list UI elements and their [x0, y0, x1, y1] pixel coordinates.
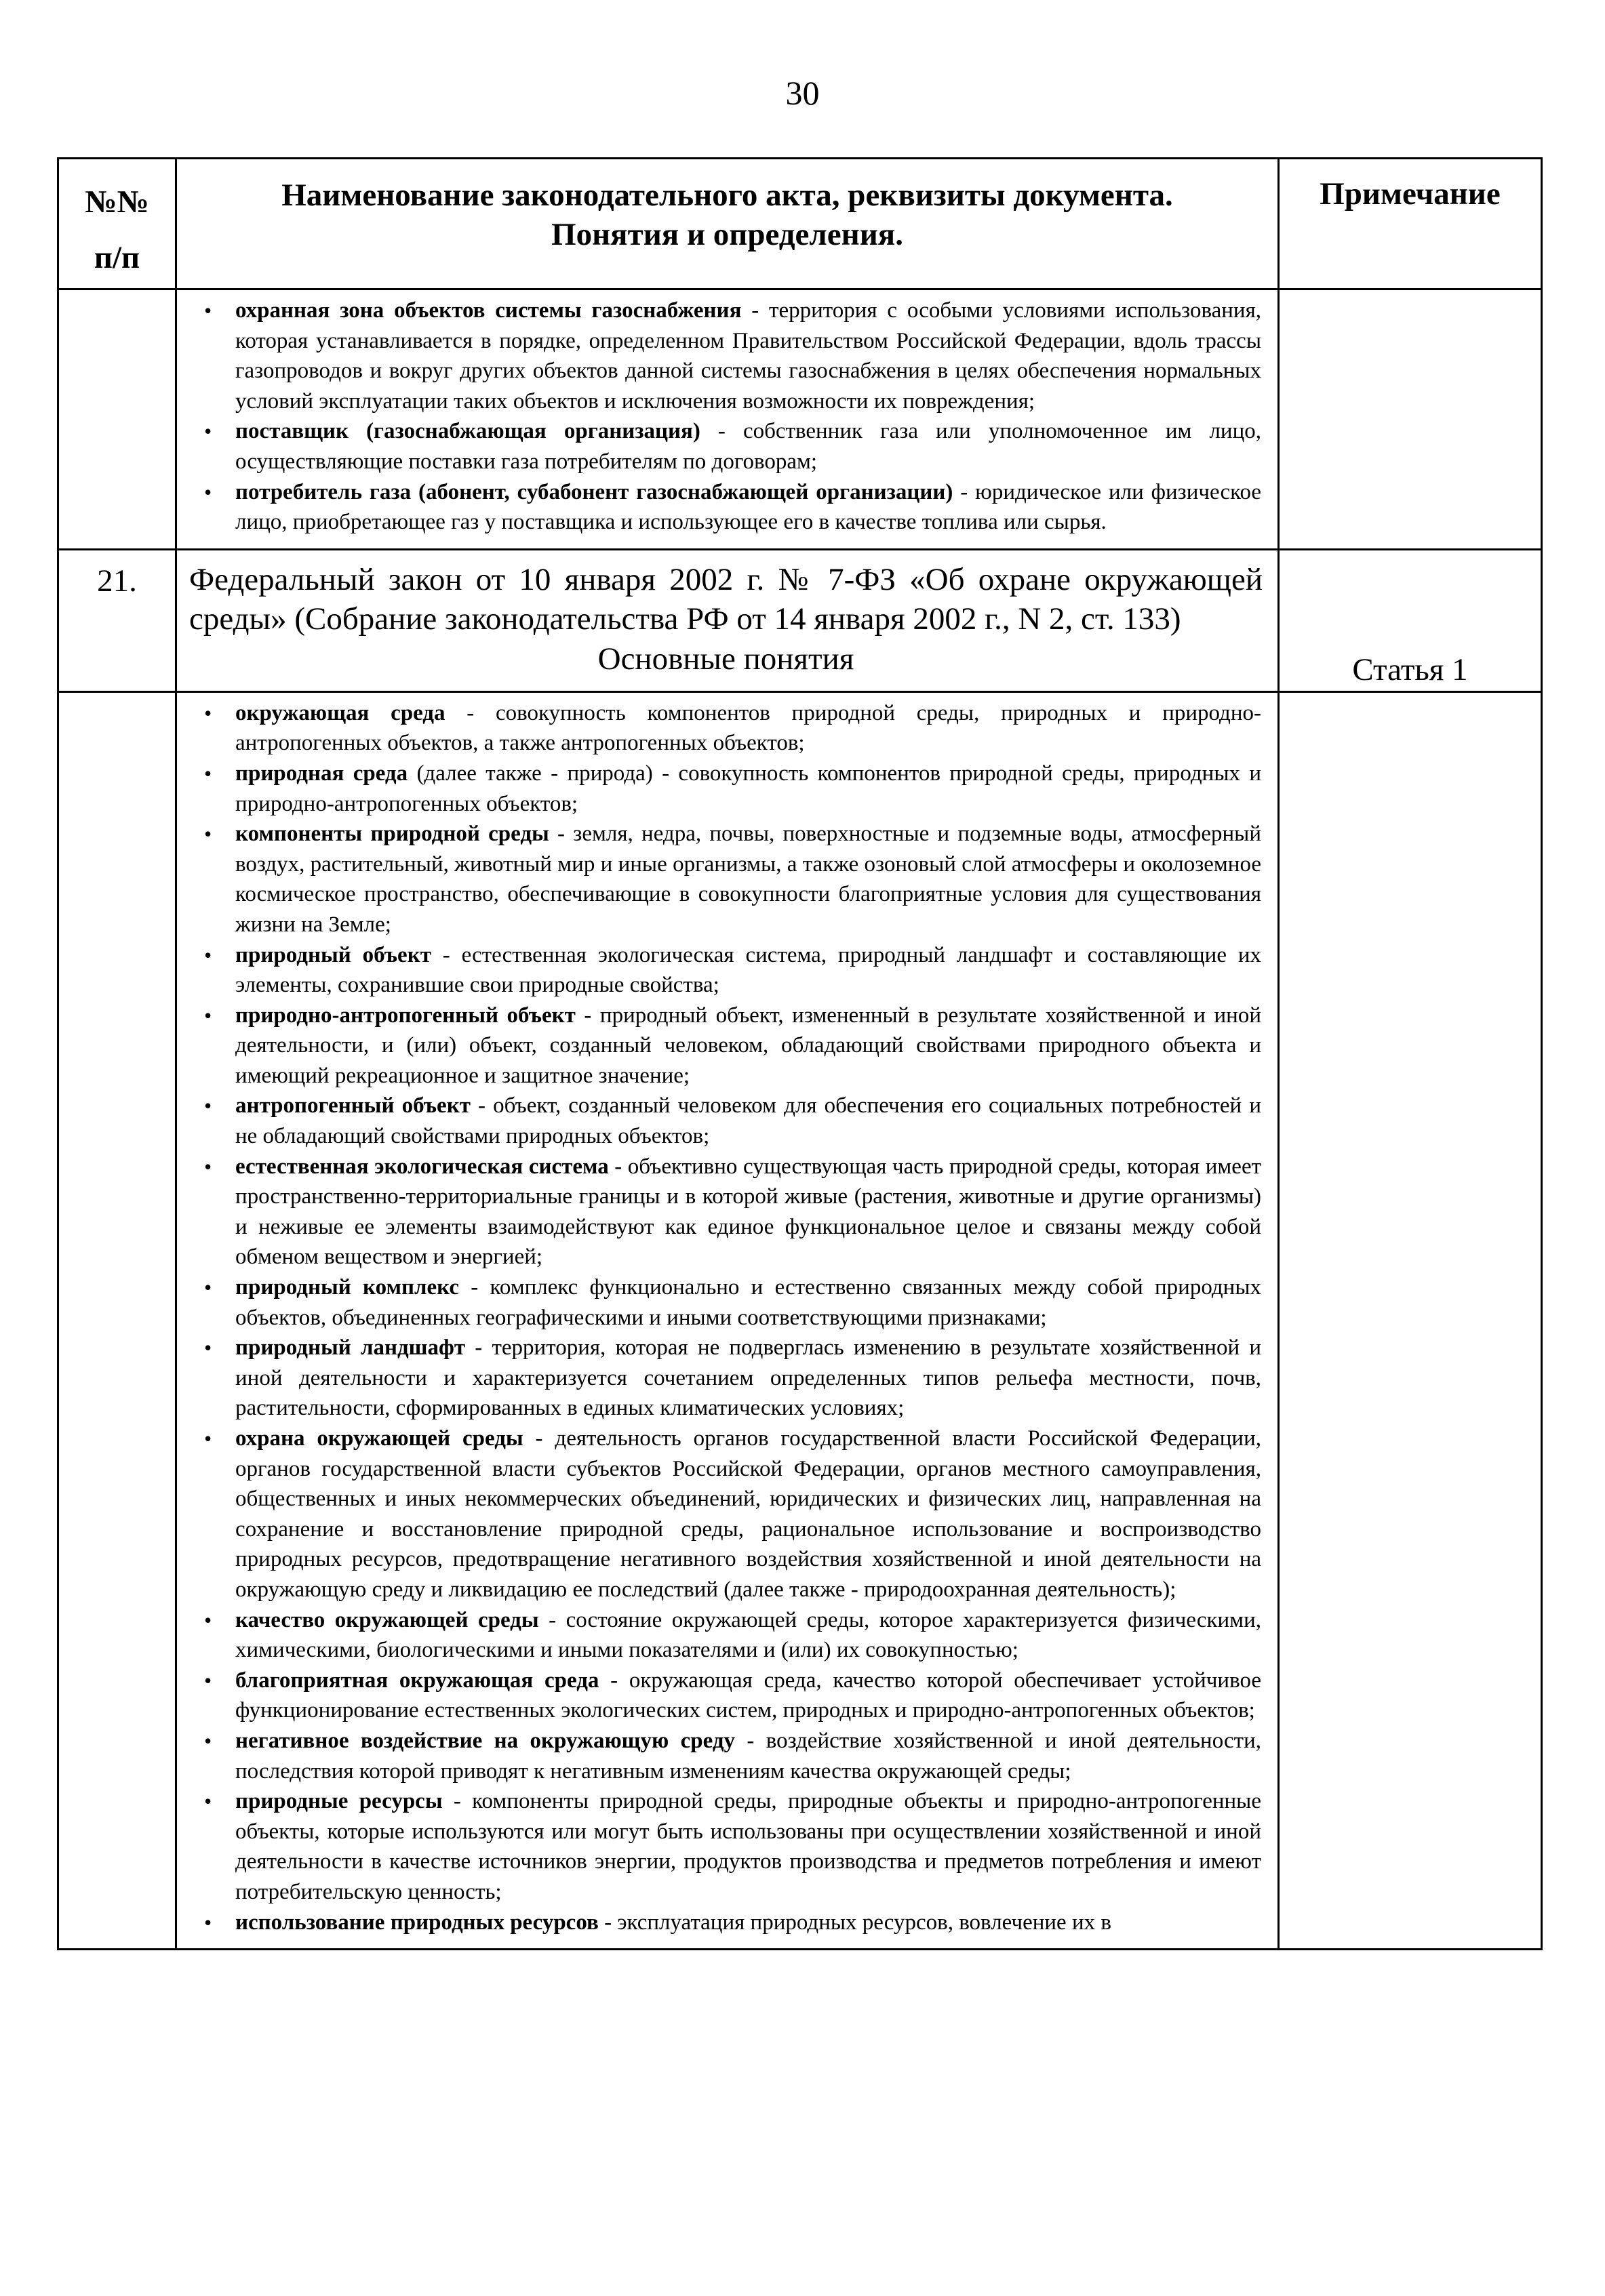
definition-item — [177, 1908, 1261, 1938]
act-title: Федеральный закон от 10 января 2002 г. № 7-ФЗ «Об охране окружающей среды» (Собрание законодательства РФ от 14 января 2002 г., N 2, ст. 133) — [189, 561, 1263, 637]
definitions-cell — [176, 289, 1279, 550]
definition-item — [177, 1001, 1261, 1091]
definition-term: качество окружающей среды — [235, 1607, 539, 1632]
definition-text: - состояние окружающей среды, которое характеризуется физическими, химическими, биологическими и иными показателями и (или) их совокупностью; — [235, 1607, 1261, 1663]
definition-term: компоненты природной среды — [235, 822, 549, 847]
header-number-line2: п/п — [94, 240, 140, 275]
row-number: 21. — [58, 549, 176, 691]
legislation-table — [57, 157, 1543, 1950]
definition-text: - комплекс функционально и естественно связанных между собой природных объектов, объединенных географическими и иными соответствующими признаками; — [235, 1275, 1262, 1330]
table-row — [58, 549, 1542, 691]
definition-text: - объект, созданный человеком для обеспечения его социальных потребностей и не обладающий свойствами природных объектов; — [235, 1093, 1261, 1149]
definition-text: (далее также - природа) - совокупность компонентов природной среды, природных и природно-антропогенных объектов; — [235, 761, 1261, 816]
header-note-cell: Примечание — [1279, 159, 1542, 289]
definition-item — [177, 296, 1261, 416]
definitions-list — [177, 693, 1277, 1948]
definition-term: использование природных ресурсов — [235, 1910, 599, 1935]
table-header-row — [58, 159, 1542, 289]
table-row — [58, 691, 1542, 1949]
definition-text: - территория с особыми условиями использования, которая устанавливается в порядке, определенном Правительством Российской Федерации, вдоль трассы газопроводов и вокруг других объектов данной системы газоснабжения в целях обеспечения нормальных условий эксплуатации таких объектов и исключения возможности их повреждения; — [235, 298, 1261, 414]
header-name-line1: Наименование законодательного акта, реквизиты документа. — [281, 178, 1173, 213]
definition-item — [177, 1726, 1261, 1786]
definition-term: природный объект — [235, 942, 431, 967]
empty-number-cell — [58, 289, 176, 550]
definition-term: природный ландшафт — [235, 1335, 466, 1361]
definition-text: - земля, недра, почвы, поверхностные и подземные воды, атмосферный воздух, растительный, животный мир и иные организмы, а также озоновый слой атмосферы и околоземное космическое пространство, обеспечивающие в совокупности благоприятные условия для существования жизни на Земле; — [235, 822, 1262, 937]
definition-text: - деятельность органов государственной власти Российской Федерации, органов государственной власти субъектов Российской Федерации, органов местного самоуправления, общественных и иных некоммерческих объединений, юридических и физических лиц, направленная на сохранение и восстановление природной среды, рациональное использование и воспроизводство природных ресурсов, предотвращение негативного воздействия хозяйственной и иной деятельности на окружающую среду и ликвидацию ее последствий (далее также - природоохранная деятельность); — [235, 1426, 1261, 1602]
definition-term: природный комплекс — [235, 1275, 459, 1300]
definition-item — [177, 819, 1261, 940]
definition-text: - совокупность компонентов природной среды, природных и природно-антропогенных объектов, а также антропогенных объектов; — [235, 700, 1261, 756]
page-number: 30 — [785, 74, 820, 112]
header-number-line1: №№ — [85, 184, 149, 220]
article-note: Статья 1 — [1279, 549, 1542, 691]
definition-item — [177, 1272, 1261, 1333]
definition-term: окружающая среда — [235, 700, 445, 725]
definition-text: - естественная экологическая система, природный ландшафт и составляющие их элементы, сохранившие свои природные свойства; — [235, 942, 1261, 998]
definition-term: природная среда — [235, 761, 408, 786]
definition-item — [177, 1666, 1261, 1726]
definition-term: негативное воздействие на окружающую среду — [235, 1728, 736, 1753]
definition-item — [177, 1424, 1261, 1605]
act-title-cell — [176, 549, 1279, 691]
empty-note-cell — [1279, 289, 1542, 550]
header-name-line2: Понятия и определения. — [551, 217, 903, 252]
definition-text: - природный объект, измененный в результате хозяйственной и иной деятельности, и (или) объект, созданный человеком, обладающий свойствами природного объекта и имеющий рекреационное и защитное значение; — [235, 1003, 1262, 1088]
definition-text: - юридическое или физическое лицо, приобретающее газ у поставщика и использующее его в качестве топлива или сырья. — [235, 479, 1262, 535]
definition-term: потребитель газа (абонент, субабонент газоснабжающей организации) — [235, 479, 953, 504]
definition-term: охранная зона объектов системы газоснабжения — [235, 298, 742, 323]
empty-note-cell — [1279, 691, 1542, 1949]
empty-number-cell — [58, 691, 176, 1949]
definition-item — [177, 1152, 1261, 1272]
definition-item — [177, 1786, 1261, 1907]
definition-term: природно-антропогенный объект — [235, 1003, 576, 1028]
definition-item — [177, 940, 1261, 1001]
definition-item — [177, 1333, 1261, 1424]
definition-text: - воздействие хозяйственной и иной деятельности, последствия которой приводят к негативным изменениям качества окружающей среды; — [235, 1728, 1261, 1784]
definition-item — [177, 1091, 1261, 1151]
definition-term: антропогенный объект — [235, 1093, 471, 1119]
definition-text: - собственник газа или уполномоченное им лицо, осуществляющие поставки газа потребителям по договорам; — [235, 419, 1261, 474]
section-title: Основные понятия — [597, 641, 854, 677]
table-row — [58, 289, 1542, 550]
definition-item — [177, 759, 1261, 819]
definition-item — [177, 416, 1261, 477]
header-name-cell — [176, 159, 1279, 289]
definition-item — [177, 698, 1261, 759]
definition-text: - эксплуатация природных ресурсов, вовлечение их в — [598, 1910, 1111, 1935]
continued-definitions-list — [177, 290, 1277, 548]
definition-term: благоприятная окружающая среда — [235, 1668, 599, 1693]
definition-term: природные ресурсы — [235, 1789, 443, 1814]
definition-term: естественная экологическая система — [235, 1154, 609, 1179]
definition-text: - окружающая среда, качество которой обеспечивает устойчивое функционирование естественных экологических систем, природных и природно-антропогенных объектов; — [235, 1668, 1261, 1723]
definition-item — [177, 1605, 1261, 1666]
definition-text: - компоненты природной среды, природные объекты и природно-антропогенные объекты, которые используются или могут быть использованы при осуществлении хозяйственной и иной деятельности в качестве источников энергии, продуктов производства и предметов потребления и имеют потребительскую ценность; — [235, 1789, 1261, 1904]
header-number-cell — [58, 159, 176, 289]
definitions-cell — [176, 691, 1279, 1949]
definition-item — [177, 477, 1261, 538]
definition-term: поставщик (газоснабжающая организация) — [235, 419, 700, 444]
definition-term: охрана окружающей среды — [235, 1426, 523, 1451]
definition-text: - территория, которая не подверглась изменению в результате хозяйственной и иной деятельности и характеризуется сочетанием определенных типов рельефа местности, почв, растительности, сформированных в единых климатических условиях; — [235, 1335, 1261, 1421]
definition-text: - объективно существующая часть природной среды, которая имеет пространственно-территориальные границы и в которой живые (растения, животные и другие организмы) и неживые ее элементы взаимодействуют как единое функциональное целое и связаны между собой обменом веществом и энергией; — [235, 1154, 1262, 1270]
